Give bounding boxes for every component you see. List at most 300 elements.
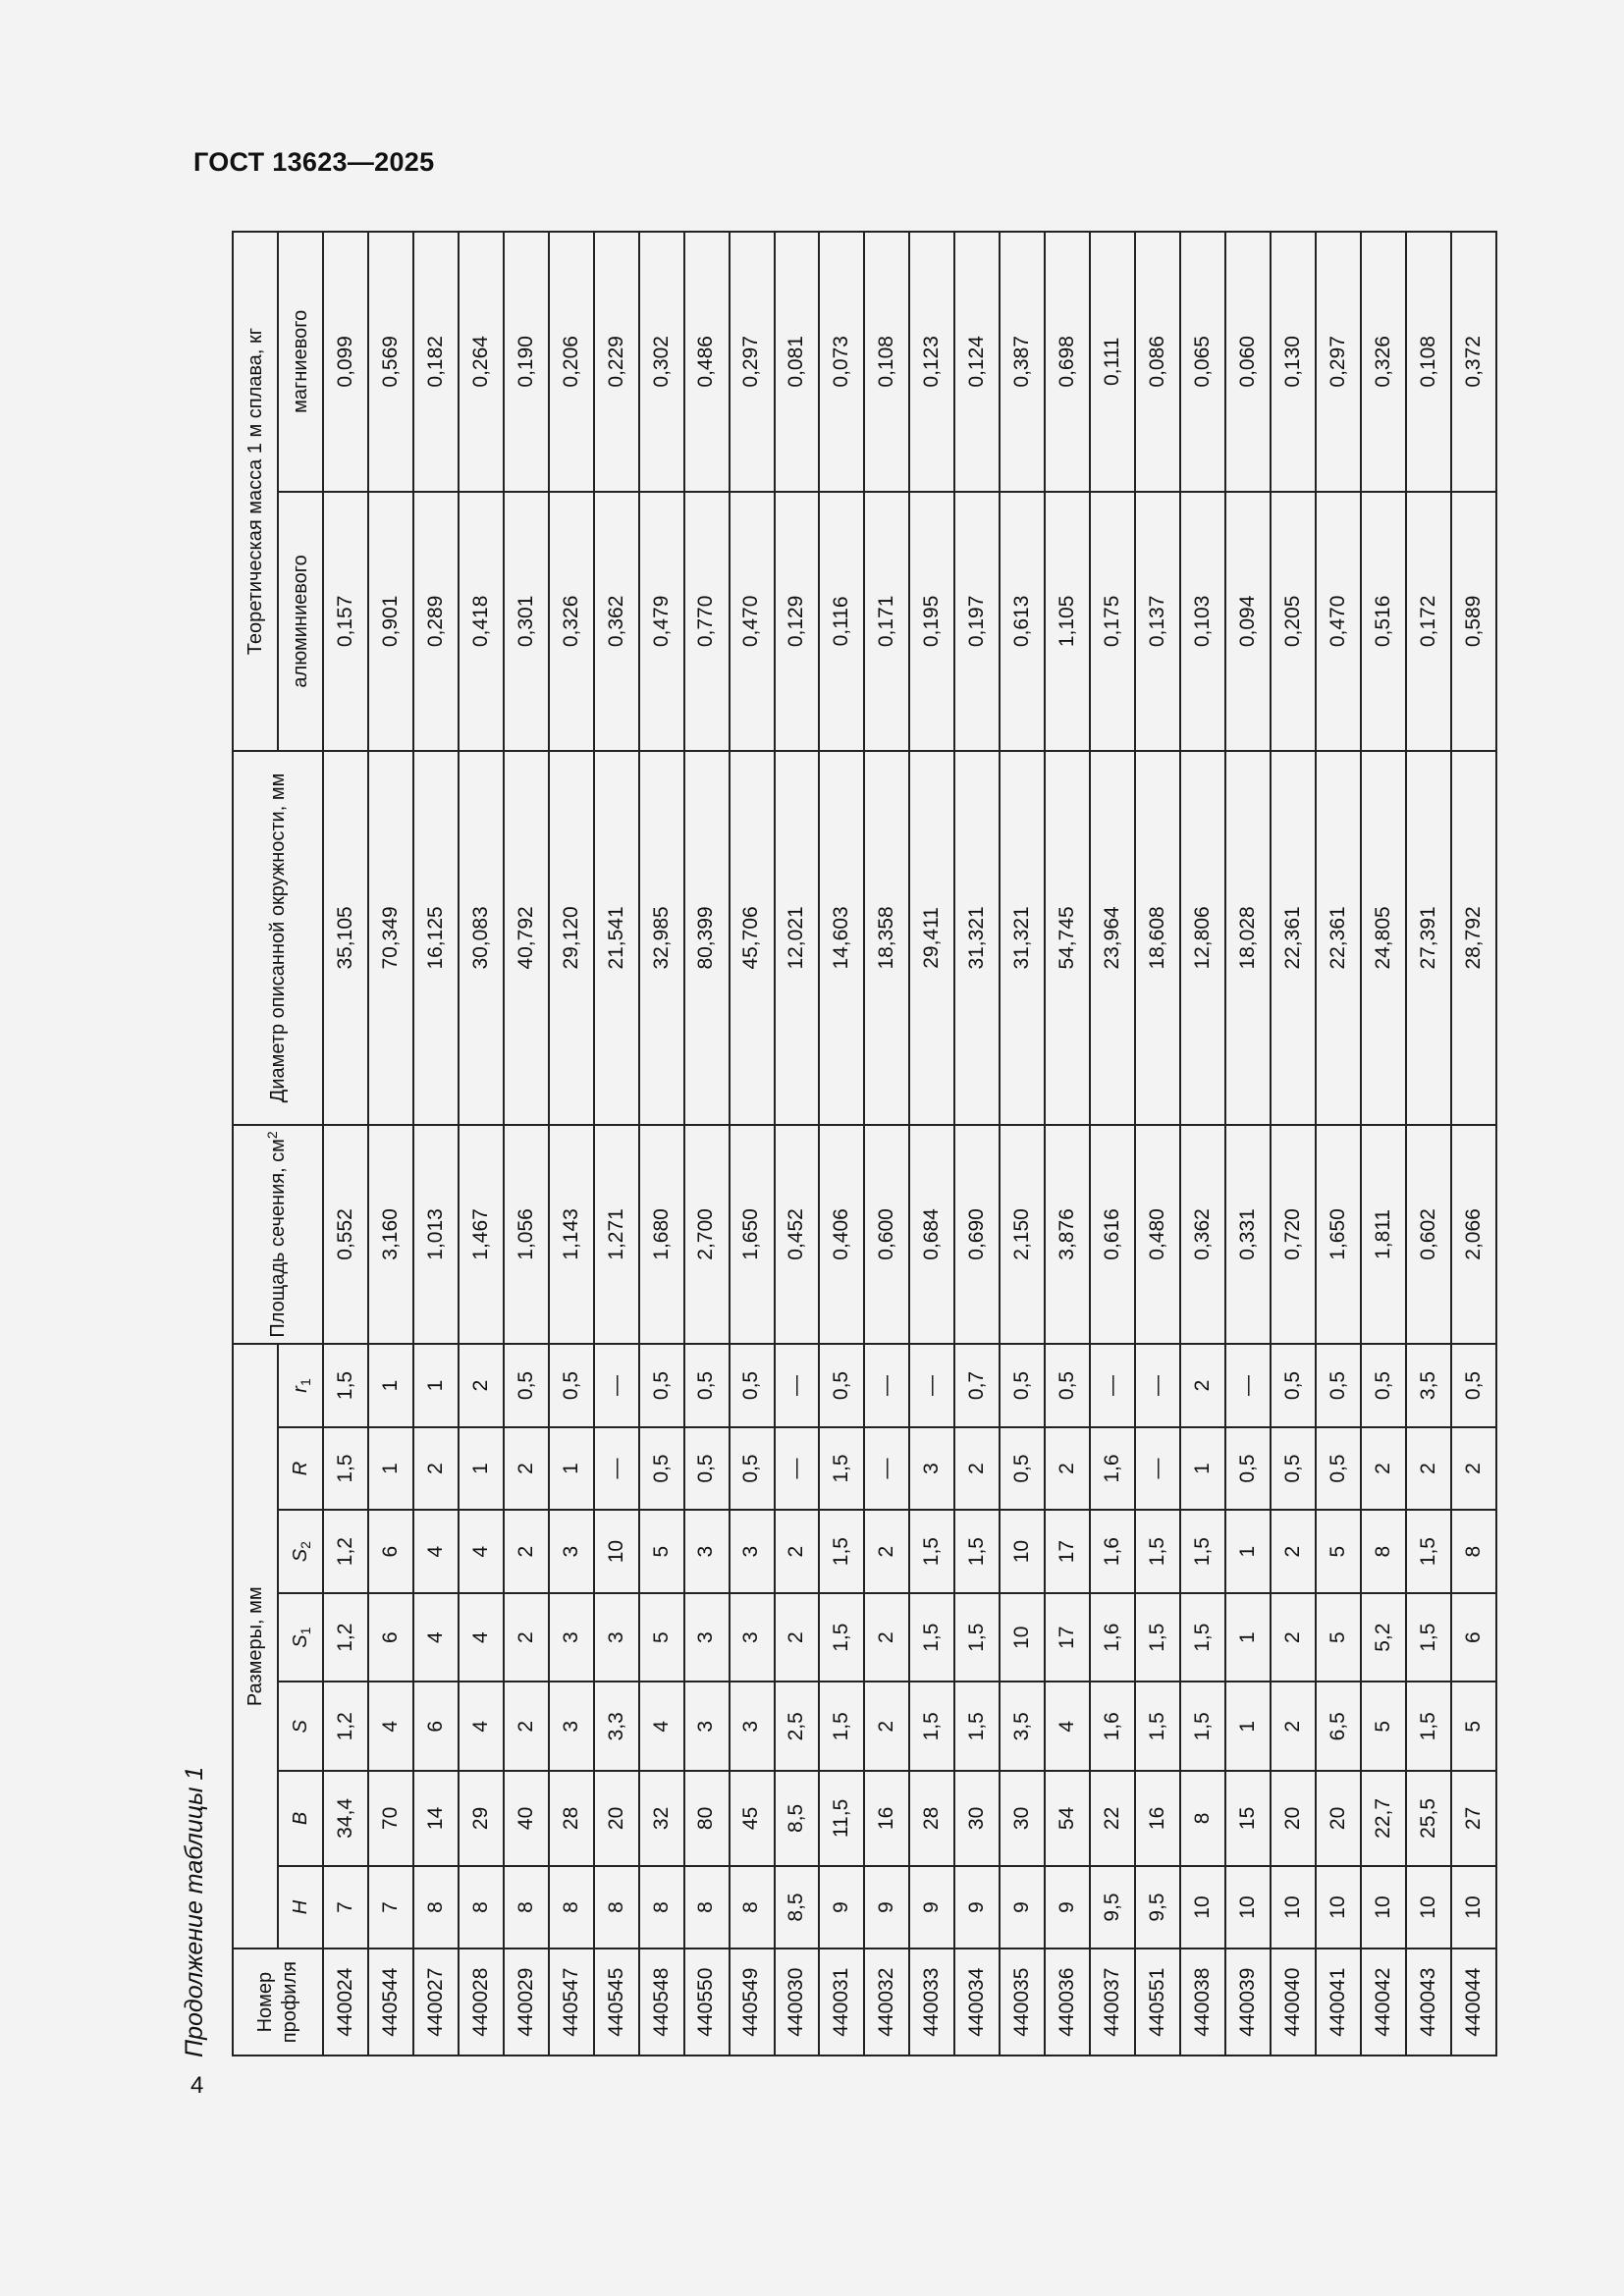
cell-S2: 8	[1451, 1510, 1496, 1593]
cell-S2: 6	[368, 1510, 413, 1593]
header-S2-subscript: 2	[297, 1541, 313, 1549]
cell-B: 70	[368, 1771, 413, 1866]
cell-B: 20	[594, 1771, 639, 1866]
header-S1-letter: S	[289, 1634, 311, 1648]
cell-B: 14	[413, 1771, 459, 1866]
cell-S: 1,5	[1406, 1682, 1451, 1771]
cell-mass-aluminium: 0,171	[864, 492, 909, 752]
cell-R: 2	[1045, 1427, 1090, 1511]
cell-diameter: 16,125	[413, 751, 459, 1125]
cell-diameter: 80,399	[684, 751, 730, 1125]
cell-B: 29	[459, 1771, 504, 1866]
cell-area: 2,150	[1000, 1125, 1045, 1344]
cell-S1: 1,6	[1090, 1593, 1135, 1682]
cell-mass-magnesium: 0,073	[819, 232, 864, 492]
table-row	[909, 232, 954, 2056]
header-S: S	[278, 1682, 323, 1771]
cell-S2: 1,5	[909, 1510, 954, 1593]
cell-diameter: 18,358	[864, 751, 909, 1125]
table-row	[639, 232, 684, 2056]
cell-area: 1,650	[1316, 1125, 1361, 1344]
cell-H: 9,5	[1135, 1866, 1180, 1949]
cell-S: 1,5	[1135, 1682, 1180, 1771]
cell-S2: 5	[639, 1510, 684, 1593]
table-row	[1045, 232, 1090, 2056]
cell-r1: 0,5	[730, 1344, 775, 1427]
cell-S1: 10	[1000, 1593, 1045, 1682]
cell-H: 10	[1406, 1866, 1451, 1949]
cell-area: 2,066	[1451, 1125, 1496, 1344]
cell-H: 8	[549, 1866, 594, 1949]
cell-S2: 2	[775, 1510, 820, 1593]
cell-S1: 2	[775, 1593, 820, 1682]
cell-profile-number: 440547	[549, 1949, 594, 2056]
cell-R: 0,5	[730, 1427, 775, 1511]
header-magnesium: магниевого	[278, 232, 323, 492]
cell-mass-magnesium: 0,081	[775, 232, 820, 492]
table-row	[684, 232, 730, 2056]
cell-R: 1	[549, 1427, 594, 1511]
cell-S2: 17	[1045, 1510, 1090, 1593]
cell-S1: 1,5	[954, 1593, 1000, 1682]
cell-B: 20	[1316, 1771, 1361, 1866]
cell-S: 3	[549, 1682, 594, 1771]
cell-R: 0,5	[684, 1427, 730, 1511]
cell-r1: 0,5	[504, 1344, 549, 1427]
cell-profile-number: 440038	[1180, 1949, 1225, 2056]
cell-mass-aluminium: 0,362	[594, 492, 639, 752]
cell-S2: 8	[1361, 1510, 1406, 1593]
cell-S: 5	[1361, 1682, 1406, 1771]
cell-r1: —	[909, 1344, 954, 1427]
table-row	[1271, 232, 1316, 2056]
header-dimensions-group: Размеры, мм	[233, 1344, 278, 1949]
cell-diameter: 31,321	[954, 751, 1000, 1125]
cell-S: 4	[459, 1682, 504, 1771]
cell-diameter: 23,964	[1090, 751, 1135, 1125]
cell-R: 3	[909, 1427, 954, 1511]
cell-H: 10	[1271, 1866, 1316, 1949]
table-row	[504, 232, 549, 2056]
cell-S1: 1,2	[323, 1593, 368, 1682]
cell-S: 1,5	[909, 1682, 954, 1771]
cell-mass-magnesium: 0,486	[684, 232, 730, 492]
cell-R: 0,5	[1316, 1427, 1361, 1511]
cell-r1: —	[775, 1344, 820, 1427]
cell-mass-magnesium: 0,108	[864, 232, 909, 492]
cell-S1: 3	[730, 1593, 775, 1682]
cell-R: 2	[504, 1427, 549, 1511]
cell-R: 2	[954, 1427, 1000, 1511]
cell-S2: 1,5	[1135, 1510, 1180, 1593]
table-row	[819, 232, 864, 2056]
cell-mass-magnesium: 0,190	[504, 232, 549, 492]
profiles-table	[232, 231, 1497, 2056]
cell-r1: —	[1225, 1344, 1271, 1427]
cell-area: 1,056	[504, 1125, 549, 1344]
cell-r1: 1	[413, 1344, 459, 1427]
cell-S: 1	[1225, 1682, 1271, 1771]
cell-mass-aluminium: 0,197	[954, 492, 1000, 752]
cell-R: 1,6	[1090, 1427, 1135, 1511]
cell-mass-aluminium: 0,470	[1316, 492, 1361, 752]
cell-profile-number: 440024	[323, 1949, 368, 2056]
cell-S2: 5	[1316, 1510, 1361, 1593]
cell-mass-aluminium: 0,205	[1271, 492, 1316, 752]
cell-H: 9,5	[1090, 1866, 1135, 1949]
cell-area: 3,160	[368, 1125, 413, 1344]
cell-profile-number: 440041	[1316, 1949, 1361, 2056]
table-row	[864, 232, 909, 2056]
cell-S: 3	[730, 1682, 775, 1771]
cell-r1: 0,5	[1316, 1344, 1361, 1427]
cell-S2: 10	[1000, 1510, 1045, 1593]
table-row	[594, 232, 639, 2056]
cell-mass-aluminium: 0,901	[368, 492, 413, 752]
cell-area: 1,271	[594, 1125, 639, 1344]
cell-H: 8	[459, 1866, 504, 1949]
cell-R: 2	[1361, 1427, 1406, 1511]
cell-S2: 3	[549, 1510, 594, 1593]
cell-mass-aluminium: 0,103	[1180, 492, 1225, 752]
table-row	[368, 232, 413, 2056]
cell-r1: 2	[1180, 1344, 1225, 1427]
cell-diameter: 22,361	[1271, 751, 1316, 1125]
cell-profile-number: 440028	[459, 1949, 504, 2056]
cell-area: 1,143	[549, 1125, 594, 1344]
header-aluminium: алюминиевого	[278, 492, 323, 752]
cell-H: 8	[684, 1866, 730, 1949]
cell-S1: 5,2	[1361, 1593, 1406, 1682]
cell-area: 0,720	[1271, 1125, 1316, 1344]
header-profile-number: Номер профиля	[233, 1949, 323, 2056]
header-S2	[278, 1510, 323, 1593]
cell-B: 11,5	[819, 1771, 864, 1866]
cell-area: 1,650	[730, 1125, 775, 1344]
cell-S1: 1,5	[1406, 1593, 1451, 1682]
cell-r1: 1,5	[323, 1344, 368, 1427]
cell-mass-magnesium: 0,297	[730, 232, 775, 492]
cell-R: —	[775, 1427, 820, 1511]
cell-diameter: 70,349	[368, 751, 413, 1125]
cell-S2: 1,5	[954, 1510, 1000, 1593]
cell-mass-aluminium: 1,105	[1045, 492, 1090, 752]
header-S1	[278, 1593, 323, 1682]
cell-H: 9	[1000, 1866, 1045, 1949]
cell-mass-aluminium: 0,094	[1225, 492, 1271, 752]
cell-area: 3,876	[1045, 1125, 1090, 1344]
cell-mass-magnesium: 0,065	[1180, 232, 1225, 492]
cell-S1: 4	[459, 1593, 504, 1682]
cell-profile-number: 440042	[1361, 1949, 1406, 2056]
cell-mass-aluminium: 0,770	[684, 492, 730, 752]
cell-H: 7	[368, 1866, 413, 1949]
cell-mass-magnesium: 0,108	[1406, 232, 1451, 492]
cell-diameter: 54,745	[1045, 751, 1090, 1125]
cell-mass-magnesium: 0,124	[954, 232, 1000, 492]
rotated-table-wrapper	[232, 231, 1497, 2056]
cell-area: 0,406	[819, 1125, 864, 1344]
cell-mass-magnesium: 0,372	[1451, 232, 1496, 492]
cell-diameter: 28,792	[1451, 751, 1496, 1125]
cell-diameter: 18,608	[1135, 751, 1180, 1125]
table-row	[1135, 232, 1180, 2056]
cell-H: 9	[909, 1866, 954, 1949]
cell-S: 5	[1451, 1682, 1496, 1771]
cell-diameter: 21,541	[594, 751, 639, 1125]
cell-mass-magnesium: 0,569	[368, 232, 413, 492]
table-row	[1090, 232, 1135, 2056]
table-body	[323, 232, 1496, 2056]
cell-diameter: 18,028	[1225, 751, 1271, 1125]
cell-S2: 2	[1271, 1510, 1316, 1593]
cell-r1: —	[1090, 1344, 1135, 1427]
cell-H: 9	[819, 1866, 864, 1949]
cell-profile-number: 440037	[1090, 1949, 1135, 2056]
cell-B: 22	[1090, 1771, 1135, 1866]
cell-B: 28	[549, 1771, 594, 1866]
cell-S2: 2	[864, 1510, 909, 1593]
cell-B: 54	[1045, 1771, 1090, 1866]
cell-S1: 2	[1271, 1593, 1316, 1682]
cell-profile-number: 440040	[1271, 1949, 1316, 2056]
table-row	[954, 232, 1000, 2056]
cell-S2: 1	[1225, 1510, 1271, 1593]
cell-mass-magnesium: 0,326	[1361, 232, 1406, 492]
cell-profile-number: 440027	[413, 1949, 459, 2056]
table-caption: Продолжение таблицы 1	[181, 1766, 208, 2057]
cell-R: 0,5	[1225, 1427, 1271, 1511]
cell-mass-magnesium: 0,264	[459, 232, 504, 492]
header-B: B	[278, 1771, 323, 1866]
cell-S: 4	[1045, 1682, 1090, 1771]
cell-r1: 0,5	[1000, 1344, 1045, 1427]
cell-H: 10	[1225, 1866, 1271, 1949]
cell-mass-aluminium: 0,137	[1135, 492, 1180, 752]
cell-r1: —	[594, 1344, 639, 1427]
cell-diameter: 30,083	[459, 751, 504, 1125]
cell-r1: 0,5	[639, 1344, 684, 1427]
header-S2-letter: S	[289, 1548, 311, 1563]
cell-S: 1,5	[819, 1682, 864, 1771]
table-row	[1451, 232, 1496, 2056]
cell-R: 1	[368, 1427, 413, 1511]
cell-mass-magnesium: 0,111	[1090, 232, 1135, 492]
cell-diameter: 45,706	[730, 751, 775, 1125]
cell-R: 0,5	[1000, 1427, 1045, 1511]
cell-mass-magnesium: 0,060	[1225, 232, 1271, 492]
cell-profile-number: 440551	[1135, 1949, 1180, 2056]
cell-S: 2	[864, 1682, 909, 1771]
cell-area: 0,684	[909, 1125, 954, 1344]
header-mass-group: Теоретическая масса 1 м сплава, кг	[233, 232, 278, 751]
cell-S2: 1,6	[1090, 1510, 1135, 1593]
cell-profile-number: 440031	[819, 1949, 864, 2056]
cell-R: 2	[1406, 1427, 1451, 1511]
cell-B: 25,5	[1406, 1771, 1451, 1866]
cell-r1: 0,5	[819, 1344, 864, 1427]
cell-r1: 3,5	[1406, 1344, 1451, 1427]
cell-S1: 1	[1225, 1593, 1271, 1682]
cell-profile-number: 440034	[954, 1949, 1000, 2056]
table-row	[413, 232, 459, 2056]
header-r1-subscript: 1	[297, 1378, 313, 1387]
cell-area: 0,480	[1135, 1125, 1180, 1344]
cell-S1: 6	[368, 1593, 413, 1682]
cell-mass-magnesium: 0,182	[413, 232, 459, 492]
cell-mass-aluminium: 0,301	[504, 492, 549, 752]
cell-B: 28	[909, 1771, 954, 1866]
cell-R: 2	[1451, 1427, 1496, 1511]
cell-mass-aluminium: 0,172	[1406, 492, 1451, 752]
cell-diameter: 22,361	[1316, 751, 1361, 1125]
header-area-superscript: 2	[263, 1131, 280, 1140]
cell-S1: 5	[1316, 1593, 1361, 1682]
cell-H: 9	[864, 1866, 909, 1949]
cell-S: 6	[413, 1682, 459, 1771]
cell-S1: 6	[1451, 1593, 1496, 1682]
cell-area: 0,690	[954, 1125, 1000, 1344]
table-row	[459, 232, 504, 2056]
cell-area: 0,331	[1225, 1125, 1271, 1344]
cell-S: 6,5	[1316, 1682, 1361, 1771]
cell-H: 9	[1045, 1866, 1090, 1949]
cell-S: 1,6	[1090, 1682, 1135, 1771]
cell-S1: 1,5	[1180, 1593, 1225, 1682]
table-row	[1316, 232, 1361, 2056]
cell-S1: 17	[1045, 1593, 1090, 1682]
cell-R: 1,5	[819, 1427, 864, 1511]
cell-S1: 2	[504, 1593, 549, 1682]
cell-S1: 3	[549, 1593, 594, 1682]
cell-S: 2,5	[775, 1682, 820, 1771]
cell-mass-magnesium: 0,387	[1000, 232, 1045, 492]
cell-mass-aluminium: 0,195	[909, 492, 954, 752]
cell-B: 16	[864, 1771, 909, 1866]
cell-S: 2	[504, 1682, 549, 1771]
cell-profile-number: 440039	[1225, 1949, 1271, 2056]
cell-mass-magnesium: 0,698	[1045, 232, 1090, 492]
cell-S1: 3	[684, 1593, 730, 1682]
cell-profile-number: 440030	[775, 1949, 820, 2056]
cell-mass-magnesium: 0,086	[1135, 232, 1180, 492]
cell-r1: —	[864, 1344, 909, 1427]
cell-mass-aluminium: 0,175	[1090, 492, 1135, 752]
cell-R: —	[864, 1427, 909, 1511]
cell-profile-number: 440035	[1000, 1949, 1045, 2056]
cell-B: 40	[504, 1771, 549, 1866]
cell-profile-number: 440550	[684, 1949, 730, 2056]
cell-H: 10	[1361, 1866, 1406, 1949]
cell-R: —	[1135, 1427, 1180, 1511]
cell-r1: 0,5	[549, 1344, 594, 1427]
cell-H: 7	[323, 1866, 368, 1949]
cell-S: 4	[368, 1682, 413, 1771]
cell-mass-aluminium: 0,289	[413, 492, 459, 752]
cell-area: 0,362	[1180, 1125, 1225, 1344]
cell-S1: 3	[594, 1593, 639, 1682]
cell-area: 2,700	[684, 1125, 730, 1344]
cell-H: 8	[504, 1866, 549, 1949]
cell-S1: 5	[639, 1593, 684, 1682]
cell-profile-number: 440544	[368, 1949, 413, 2056]
table-row	[549, 232, 594, 2056]
cell-B: 20	[1271, 1771, 1316, 1866]
cell-profile-number: 440548	[639, 1949, 684, 2056]
cell-diameter: 29,411	[909, 751, 954, 1125]
cell-R: —	[594, 1427, 639, 1511]
cell-mass-aluminium: 0,326	[549, 492, 594, 752]
cell-mass-aluminium: 0,470	[730, 492, 775, 752]
cell-B: 45	[730, 1771, 775, 1866]
cell-diameter: 35,105	[323, 751, 368, 1125]
cell-R: 2	[413, 1427, 459, 1511]
cell-mass-magnesium: 0,229	[594, 232, 639, 492]
cell-B: 80	[684, 1771, 730, 1866]
table-row	[1361, 232, 1406, 2056]
header-R: R	[278, 1427, 323, 1511]
cell-mass-aluminium: 0,479	[639, 492, 684, 752]
cell-R: 1,5	[323, 1427, 368, 1511]
cell-mass-aluminium: 0,613	[1000, 492, 1045, 752]
cell-profile-number: 440549	[730, 1949, 775, 2056]
cell-diameter: 24,805	[1361, 751, 1406, 1125]
cell-diameter: 27,391	[1406, 751, 1451, 1125]
cell-mass-aluminium: 0,589	[1451, 492, 1496, 752]
cell-B: 8	[1180, 1771, 1225, 1866]
cell-diameter: 14,603	[819, 751, 864, 1125]
cell-r1: 0,5	[1045, 1344, 1090, 1427]
cell-diameter: 40,792	[504, 751, 549, 1125]
cell-mass-magnesium: 0,302	[639, 232, 684, 492]
cell-area: 1,467	[459, 1125, 504, 1344]
cell-profile-number: 440033	[909, 1949, 954, 2056]
cell-r1: 0,5	[1361, 1344, 1406, 1427]
cell-profile-number: 440545	[594, 1949, 639, 2056]
cell-S: 3,5	[1000, 1682, 1045, 1771]
table-row	[1000, 232, 1045, 2056]
cell-B: 15	[1225, 1771, 1271, 1866]
cell-R: 0,5	[1271, 1427, 1316, 1511]
cell-H: 8	[594, 1866, 639, 1949]
header-area-text: Площадь сечения, см	[266, 1139, 289, 1338]
cell-S2: 3	[730, 1510, 775, 1593]
cell-S: 1,5	[954, 1682, 1000, 1771]
table-row	[1225, 232, 1271, 2056]
cell-B: 30	[1000, 1771, 1045, 1866]
header-diameter: Диаметр описанной окружности, мм	[233, 751, 323, 1125]
cell-H: 8	[639, 1866, 684, 1949]
page-number: 4	[190, 2072, 204, 2099]
header-S1-subscript: 1	[297, 1627, 313, 1635]
cell-area: 1,013	[413, 1125, 459, 1344]
cell-mass-magnesium: 0,130	[1271, 232, 1316, 492]
cell-r1: 0,5	[1451, 1344, 1496, 1427]
cell-profile-number: 440036	[1045, 1949, 1090, 2056]
cell-mass-aluminium: 0,418	[459, 492, 504, 752]
table-row	[1406, 232, 1451, 2056]
cell-area: 0,600	[864, 1125, 909, 1344]
cell-B: 8,5	[775, 1771, 820, 1866]
header-area	[233, 1125, 323, 1344]
cell-S2: 4	[413, 1510, 459, 1593]
cell-area: 0,602	[1406, 1125, 1451, 1344]
cell-diameter: 12,021	[775, 751, 820, 1125]
document-header: ГОСТ 13623—2025	[193, 147, 435, 177]
table-row	[730, 232, 775, 2056]
cell-B: 34,4	[323, 1771, 368, 1866]
cell-B: 16	[1135, 1771, 1180, 1866]
